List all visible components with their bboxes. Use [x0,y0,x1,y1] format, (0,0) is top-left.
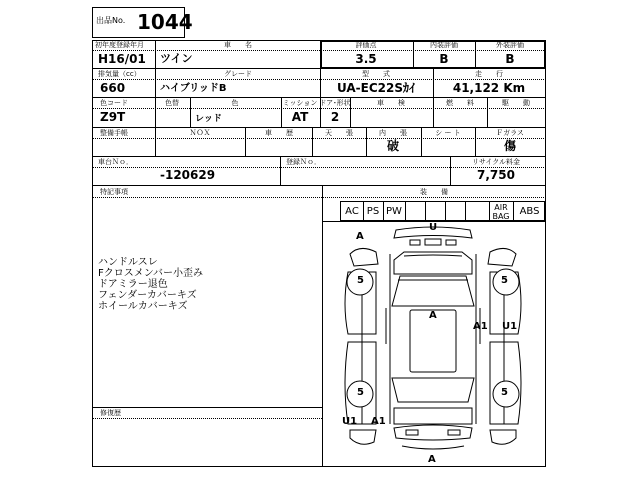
grade-label: グレード [224,70,252,78]
grid-line [92,407,322,408]
color-code-value: Z9T [100,110,126,124]
exterior-label: 外装評価 [496,41,524,49]
notes-title: 特記事項 [100,188,128,196]
seat-label: シ ー ト [435,129,461,137]
first-reg-value: H16/01 [98,52,146,66]
car-name-value: ツイン [160,52,193,65]
damage-mark: U1 [342,416,358,427]
color-change-label: 色替 [165,99,179,107]
doors-label: ドア･形状 [319,99,351,107]
damage-mark: 5 [357,387,364,398]
equipment-ac: AC [341,202,364,221]
damage-mark: A [429,310,437,321]
damage-mark: U [429,222,438,233]
grid-line [92,138,546,139]
color-label: 色 [231,99,239,107]
doors-value: 2 [330,110,340,124]
damage-mark: A1 [371,416,386,427]
repair-history-label: 修復歴 [100,409,121,417]
equipment-airbag: AIR BAG [489,202,514,222]
grid-line [92,108,546,109]
model-label: 型 式 [362,70,390,78]
recycle-value: 7,750 [477,168,515,182]
interior-label: 内装評価 [430,41,458,49]
damage-mark: 5 [357,275,364,286]
exterior-value: B [505,52,515,66]
grid-line [92,418,322,419]
transmission-value: AT [291,110,309,124]
equipment-slot [445,202,466,221]
score-value: 3.5 [355,52,377,66]
drive-label: 駆 動 [502,99,530,107]
ceiling-label: 天 張 [325,129,353,137]
displacement-label: 排気量（cc） [98,70,141,78]
car-damage-diagram [326,224,540,464]
note-line: ドアミラー退色 [98,279,168,290]
equipment-abs: ABS [519,206,540,217]
lot-number: 1044 [137,10,193,34]
score-label: 評価点 [355,41,377,49]
equipment-pw: PW [383,202,406,221]
note-line: Fクロスメンバー小歪み [98,268,204,279]
damage-mark: 5 [501,275,508,286]
interior-value: B [439,52,449,66]
color-code-label: 色コード [100,99,128,107]
nox-label: ＮＯＸ [189,129,211,137]
grid-line [322,197,546,198]
lot-number-label: 出品No. [96,16,126,25]
history-label: 車 歴 [265,129,293,137]
fuel-label: 燃 料 [446,99,474,107]
glass-label: Ｆガラス [496,129,524,137]
note-line: ハンドルスレ [98,257,158,268]
grid-line [92,156,546,157]
color-value: レッド [195,114,222,124]
recycle-label: リサイクル料金 [471,158,521,166]
inspection-label: 車 検 [377,99,405,107]
interior-trim-value: 破 [386,139,400,153]
mileage-value: 41,122 Km [452,81,526,95]
car-name-label: 車 名 [224,41,252,49]
displacement-value: 660 [100,81,126,95]
damage-mark: A1 [473,321,488,332]
damage-mark: 5 [501,387,508,398]
damage-mark: U1 [502,321,518,332]
equipment-title: 装 備 [420,188,448,196]
note-line: フェンダーカバーキズ [98,290,197,301]
equipment-slot [465,202,490,221]
registration-label: 登録Ｎｏ． [286,158,321,166]
first-reg-label: 初年度登録年月 [95,41,144,49]
interior-trim-label: 内 張 [379,129,407,137]
note-line: ホイールカバーキズ [98,301,188,312]
grid-line [92,79,546,80]
chassis-label: 車台Ｎｏ． [98,158,133,166]
equipment-slot [405,202,426,221]
grid-line [92,97,546,98]
grid-line [92,197,322,198]
chassis-value: -120629 [160,168,216,182]
equipment-slot [425,202,446,221]
damage-mark: A [356,231,364,242]
damage-mark: A [428,454,436,465]
maintenance-label: 整備手帳 [100,129,128,137]
transmission-label: ミッション [282,99,318,107]
grid-line [92,185,546,186]
equipment-grid [340,201,545,221]
glass-value: 傷 [503,139,517,153]
equipment-ps: PS [363,202,384,221]
mileage-label: 走 行 [475,70,503,78]
grade-value: ハイブリッドB [160,83,227,94]
grid-line [92,127,546,128]
model-value: UA-EC22Sｶｲ [337,81,415,95]
